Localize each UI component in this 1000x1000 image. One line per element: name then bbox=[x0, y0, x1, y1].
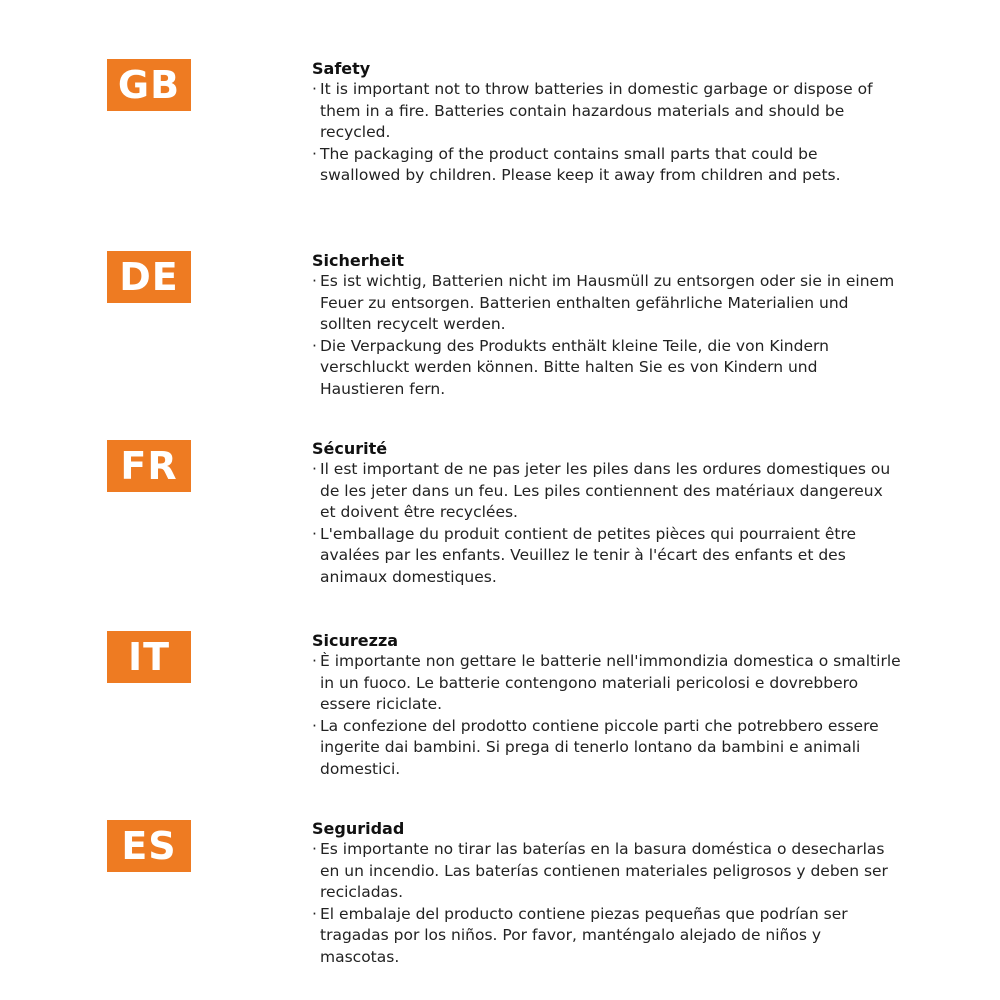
section-heading-es: Seguridad bbox=[312, 819, 405, 838]
list-item: · El embalaje del producto contiene piezas pequeñas que podrían ser tragadas por los niños. Por favor, manténgalo alejado de niños y mascotas. bbox=[312, 904, 902, 969]
section-content-gb bbox=[312, 59, 902, 187]
language-badge-de: DE bbox=[107, 251, 191, 303]
section-content-it bbox=[312, 631, 902, 780]
language-badge-fr: FR bbox=[107, 440, 191, 492]
list-item: · It is important not to throw batteries in domestic garbage or dispose of them in a fire. Batteries contain hazardous materials and should be recycled. bbox=[312, 79, 902, 144]
safety-list-de bbox=[312, 271, 902, 400]
section-heading-gb: Safety bbox=[312, 59, 371, 78]
safety-list-gb bbox=[312, 79, 902, 187]
section-content-es bbox=[312, 819, 902, 968]
list-item: · L'emballage du produit contient de petites pièces qui pourraient être avalées par les enfants. Veuillez le tenir à l'écart des enfants et des animaux domestiques. bbox=[312, 524, 902, 589]
list-item: · Il est important de ne pas jeter les piles dans les ordures domestiques ou de les jeter dans un feu. Les piles contiennent des matériaux dangereux et doivent être recyclées. bbox=[312, 459, 902, 524]
safety-list-es bbox=[312, 839, 902, 968]
section-content-fr bbox=[312, 439, 902, 588]
list-item: · The packaging of the product contains small parts that could be swallowed by children. Please keep it away from children and pets. bbox=[312, 144, 902, 187]
safety-list-it bbox=[312, 651, 902, 780]
list-item: · Die Verpackung des Produkts enthält kleine Teile, die von Kindern verschluckt werden können. Bitte halten Sie es von Kindern und Haustieren fern. bbox=[312, 336, 902, 401]
list-item: · La confezione del prodotto contiene piccole parti che potrebbero essere ingerite dai bambini. Si prega di tenerlo lontano da bambini e animali domestici. bbox=[312, 716, 902, 781]
safety-list-fr bbox=[312, 459, 902, 588]
section-heading-it: Sicurezza bbox=[312, 631, 399, 650]
list-item: · Es ist wichtig, Batterien nicht im Hausmüll zu entsorgen oder sie in einem Feuer zu entsorgen. Batterien enthalten gefährliche Materialien und sollten recycelt werden. bbox=[312, 271, 902, 336]
section-content-de bbox=[312, 251, 902, 400]
section-heading-de: Sicherheit bbox=[312, 251, 404, 270]
section-heading-fr: Sécurité bbox=[312, 439, 388, 458]
list-item: · Es importante no tirar las baterías en la basura doméstica o desecharlas en un incendio. Las baterías contienen materiales peligrosos y deben ser recicladas. bbox=[312, 839, 902, 904]
language-badge-es: ES bbox=[107, 820, 191, 872]
language-badge-it: IT bbox=[107, 631, 191, 683]
list-item: · È importante non gettare le batterie nell'immondizia domestica o smaltirle in un fuoco. Le batterie contengono materiali pericolosi e dovrebbero essere riciclate. bbox=[312, 651, 902, 716]
language-badge-gb: GB bbox=[107, 59, 191, 111]
